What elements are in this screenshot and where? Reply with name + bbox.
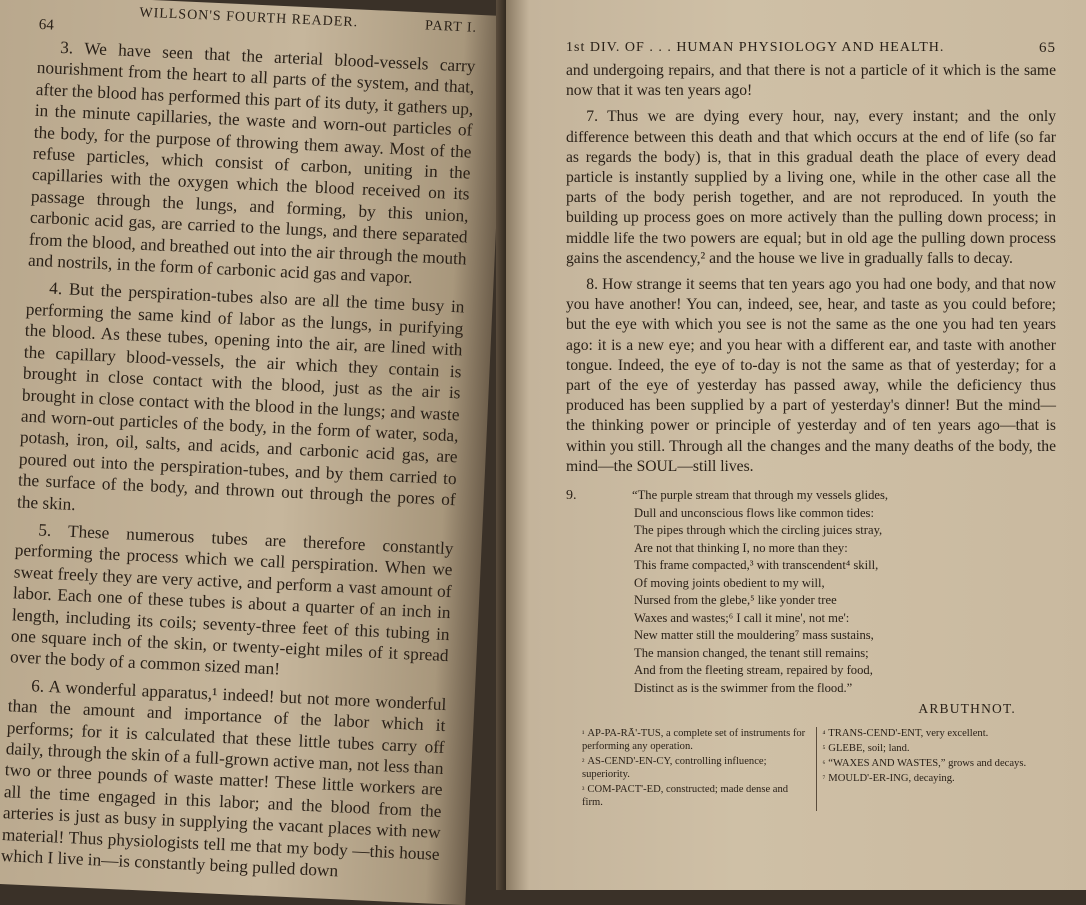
footnote [823, 772, 1049, 785]
poem-line: New matter still the mouldering⁷ mass sustains, [634, 628, 874, 643]
poem-line: And from the fleeting stream, repaired by food, [634, 663, 873, 678]
poem-line: “The purple stream that through my vessels glides, [632, 488, 889, 503]
footnote-text: MOULD'-ER-ING, decaying. [828, 773, 955, 785]
left-running-head-title: WILLSON'S FOURTH READER. [139, 5, 359, 31]
right-page [506, 0, 1086, 890]
footnote [582, 783, 808, 809]
poem-line: This frame compacted,³ with transcendent⁴ skill, [634, 558, 879, 573]
right-running-head-title: 1st DIV. OF . . . HUMAN PHYSIOLOGY AND HEALTH. [566, 40, 945, 55]
footnote-text: “WAXES AND WASTES,” grows and decays. [828, 758, 1027, 770]
paragraph-text: 3. We have seen that the arterial blood-vessels carry nourishment from the heart to all parts of the system, and that, after the blood has performed this part of its duty, it gathers up, in the minute capillaries, the waste and worn-out particles of the body, for the purpose of throwing them away. Most of the refuse particles, which consist of carbon, uniting in the capillaries with the oxygen which the blood received on its passage through the lungs, and forming, by this union, carbonic acid gas, are carried to the lungs, and there separated from the blood, and breathed out into the air through the mouth and nostrils, in the form of carbonic acid gas and vapor. [27, 37, 476, 288]
paragraph-6 [1, 674, 447, 886]
poem-attribution: ARBUTHNOT. [918, 701, 1016, 717]
footnote-number: ³ [582, 785, 585, 795]
paragraph-text: 6. A wonderful apparatus,¹ indeed! but not more wonderful than the amount and importance of the labor which it performs; for it is calculated that these little tubes carry off daily, through the skin of a full-grown active man, not less than two or three pounds of waste matter! These little workers are all the time engaged in this labor; and the blood from the arteries is just as busy in supplying the vacant places with new material! Thus physiologists tell me that my body —this house which I live in—is constantly being pulled down [0, 676, 447, 881]
footnote-number: ⁶ [822, 759, 826, 769]
footnote-number: ⁴ [822, 729, 826, 739]
paragraph-8 [566, 275, 1056, 477]
poem-line: Waxes and wastes;⁶ I call it mine', not me': [634, 610, 850, 625]
poem-lines [632, 487, 888, 697]
left-page-number: 64 [38, 16, 55, 34]
poem-line: The mansion changed, the tenant still remains; [634, 645, 869, 660]
poem-number: 9. [566, 488, 577, 504]
right-running-head [566, 40, 1056, 57]
footnote-text: TRANS-CEND'-ENT, very excellent. [828, 728, 989, 740]
poem-line: Dull and unconscious flows like common tides: [634, 505, 874, 520]
footnote-text: GLEBE, soil; land. [828, 743, 910, 755]
footnote [582, 755, 808, 781]
poem-line: The pipes through which the circling juices stray, [634, 523, 883, 538]
paragraph-text: 5. These numerous tubes are therefore constantly performing the process which we call perspiration. When we sweat freely they are very active, and perform a vast amount of labor. Each one of these tubes is about a quarter of an inch in length, including its coils; seventy-three feet of this tubing in one square inch of the skin, or twenty-eight miles of it spread over the body of a common sized man! [9, 520, 454, 679]
paragraph-continued [566, 61, 1056, 101]
footnote [823, 757, 1049, 770]
footnote-number: ¹ [582, 729, 585, 739]
poem-line: Nursed from the glebe,⁵ like yonder tree [634, 593, 837, 608]
footnote [823, 727, 1049, 740]
footnote [823, 742, 1049, 755]
footnotes-right-column [816, 727, 1057, 811]
right-page-number: 65 [1039, 40, 1056, 56]
footnote-number: ² [582, 757, 585, 767]
poem-line: Are not that thinking I, no more than they: [634, 540, 848, 555]
footnote-text: COM-PACT'-ED, constructed; made dense and firm. [582, 784, 789, 809]
paragraph-text: 4. But the perspiration-tubes also are all the time busy in performing the same kind of labor as the lungs, in purifying the blood. As these tubes, opening into the air, are lined with the capillary blood-vessels, the air which they contain is brought in close contact with the blood, just as the air is brought in close contact with the blood in the lungs; and waste and worn-out particles of the body, in the form of water, soda, potash, iron, oil, salts, and acids, and carbonic acid gas, are poured out into the perspiration-tubes, and by them carried to the surface of the body, and thrown out through the pores of the skin. [16, 279, 465, 514]
footnote-number: ⁵ [822, 744, 826, 754]
poem [566, 487, 1056, 697]
footnote-text: AS-CEND'-EN-CY, controlling influence; superiority. [582, 756, 767, 781]
footnote-text: AP-PA-RĀ'-TUS, a complete set of instruments for performing any operation. [582, 728, 806, 753]
footnotes-left-column [582, 727, 816, 811]
paragraph-text: 7. Thus we are dying every hour, nay, every instant; and the only difference between this death and that which occurs at the end of life (so far as regards the body) is, that in this gradual death the place of every dead particle is instantly supplied by a living one, while in the other case all the parts of the body perish together, and are not reproduced. In youth the building up process goes on more actively than the pulling down process; in middle life the two powers are equal; but in old age the pulling down process gains the ascendency,² and the house we live in gradually falls to decay. [566, 108, 1056, 267]
paragraph-5 [10, 518, 454, 688]
paragraph-text: 8. How strange it seems that ten years ago you had one body, and that now you have another! You can, indeed, see, hear, and taste as you could before; but the eye with which you see is not the same as the one you had ten years ago: it is a new eye; and you hear with a different ear, and taste with another tongue. Indeed, the eye of to-day is not the same as that of yesterday; for a part of the eye of yesterday has passed away, while the deficiency thus produced has been supplied by a part of yesterday's dinner! But the mind— the thinking power or principle of yesterday and of ten years ago—that is within you still. Through all the changes and the many deaths of the body, the mind—the SOUL—still lives. [566, 276, 1056, 475]
left-running-head-part: PART I. [424, 18, 478, 36]
paragraph-4 [17, 277, 465, 532]
footnotes [582, 727, 1056, 811]
paragraph-7 [566, 107, 1056, 269]
poem-line: Of moving joints obedient to my will, [634, 575, 825, 590]
paragraph-3 [28, 36, 476, 291]
footnote-number: ⁷ [822, 774, 826, 784]
footnote [582, 727, 808, 753]
poem-line: Distinct as is the swimmer from the flood.” [634, 680, 853, 695]
left-page [0, 0, 506, 905]
paragraph-text: and undergoing repairs, and that there is not a particle of it which is the same now that it was ten years ago! [566, 62, 1056, 100]
